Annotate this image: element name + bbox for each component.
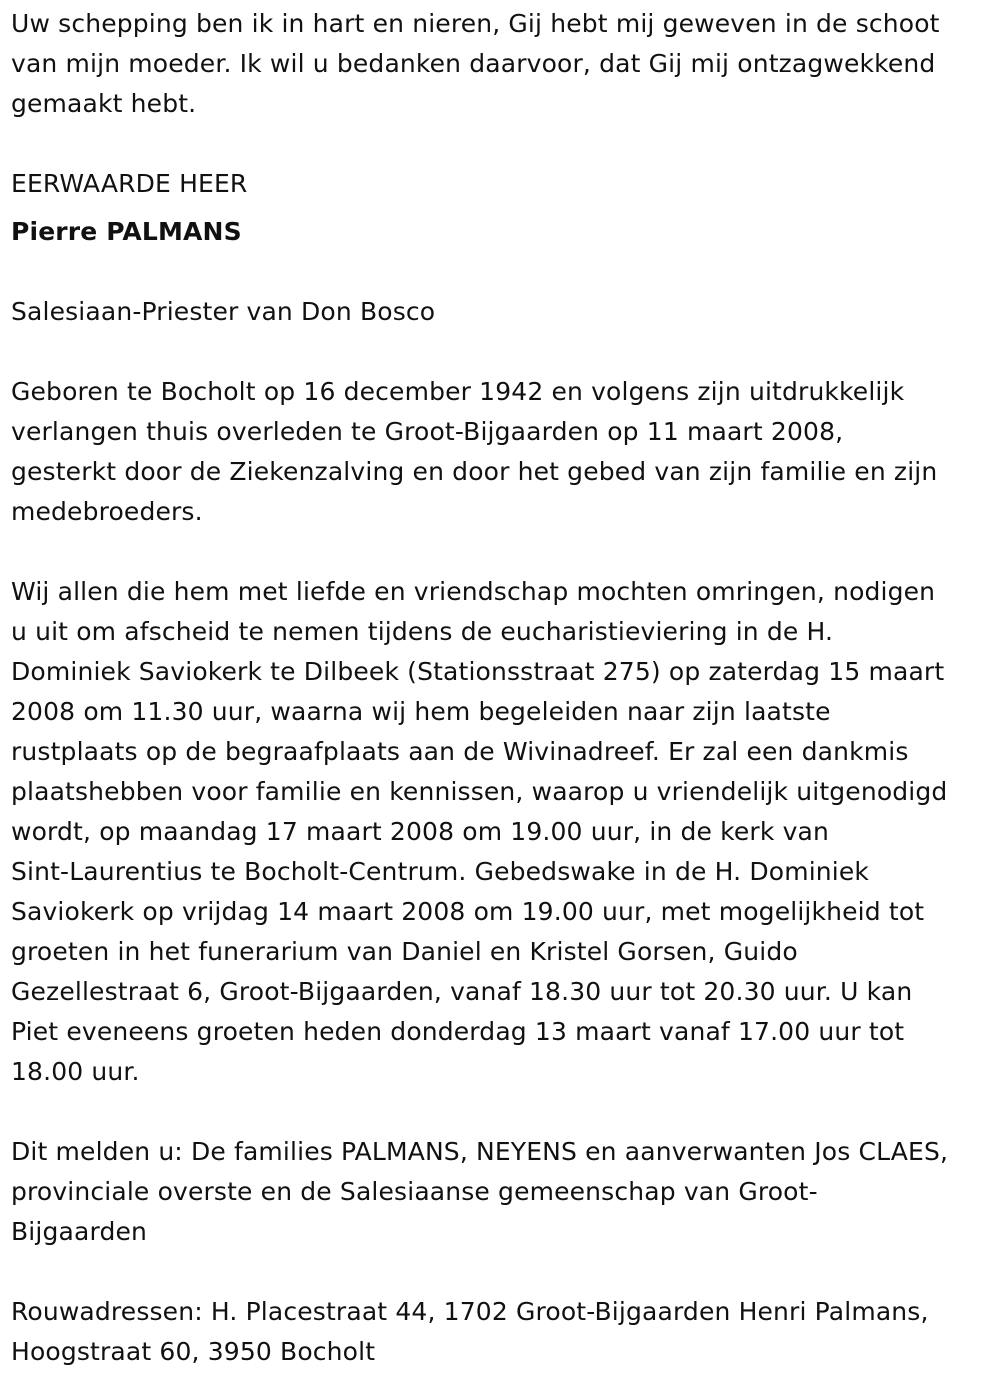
spacer: [11, 532, 996, 572]
spacer: [11, 1252, 996, 1292]
deceased-name: Pierre PALMANS: [11, 217, 242, 246]
birth-death-paragraph: Geboren te Bocholt op 16 december 1942 en volgens zijn uitdrukkelijk verlangen thuis overleden te Groot-Bijgaarden op 11 maart 2008, gesterkt door de Ziekenzalving en door het gebed van zijn familie en zijn medebroeders.: [11, 377, 938, 526]
bible-verse: Uw schepping ben ik in hart en nieren, Gij hebt mij geweven in de schoot van mijn moeder. Ik wil u bedanken daarvoor, dat Gij mij ontzagwekkend gemaakt hebt.: [11, 9, 940, 118]
spacer: [11, 124, 996, 164]
invitation-paragraph: Wij allen die hem met liefde en vriendschap mochten omringen, nodigen u uit om afscheid te nemen tijdens de eucharistieviering in de H. Dominiek Saviokerk te Dilbeek (Stationsstraat 275) op zaterdag 15 maart 2008 om 11.30 uur, waarna wij hem begeleiden naar zijn laatste rustplaats op de begraafplaats aan de Wivinadreef. Er zal een dankmis plaatshebben voor familie en kennissen, waarop u vriendelijk uitgenodigd wordt, op maandag 17 maart 2008 om 19.00 uur, in de kerk van Sint-Laurentius te Bocholt-Centrum. Gebedswake in de H. Dominiek Saviokerk op vrijdag 14 maart 2008 om 19.00 uur, met mogelijkheid tot groeten in het funerarium van Daniel en Kristel Gorsen, Guido Gezellestraat 6, Groot-Bijgaarden, vanaf 18.30 uur tot 20.30 uur. U kan Piet eveneens groeten heden donderdag 13 maart vanaf 17.00 uur tot 18.00 uur.: [11, 577, 948, 1086]
honorific-title: EERWAARDE HEER: [11, 169, 248, 198]
deceased-role: Salesiaan-Priester van Don Bosco: [11, 297, 436, 326]
spacer: [11, 204, 996, 212]
death-notice: [11, 4, 996, 1372]
announcers-paragraph: Dit melden u: De families PALMANS, NEYENS en aanverwanten Jos CLAES, provinciale overste en de Salesiaanse gemeenschap van Groot- Bijgaarden: [11, 1137, 949, 1246]
spacer: [11, 1092, 996, 1132]
spacer: [11, 332, 996, 372]
spacer: [11, 252, 996, 292]
mourning-addresses: Rouwadressen: H. Placestraat 44, 1702 Groot-Bijgaarden Henri Palmans, Hoogstraat 60, 3950 Bocholt: [11, 1297, 929, 1366]
